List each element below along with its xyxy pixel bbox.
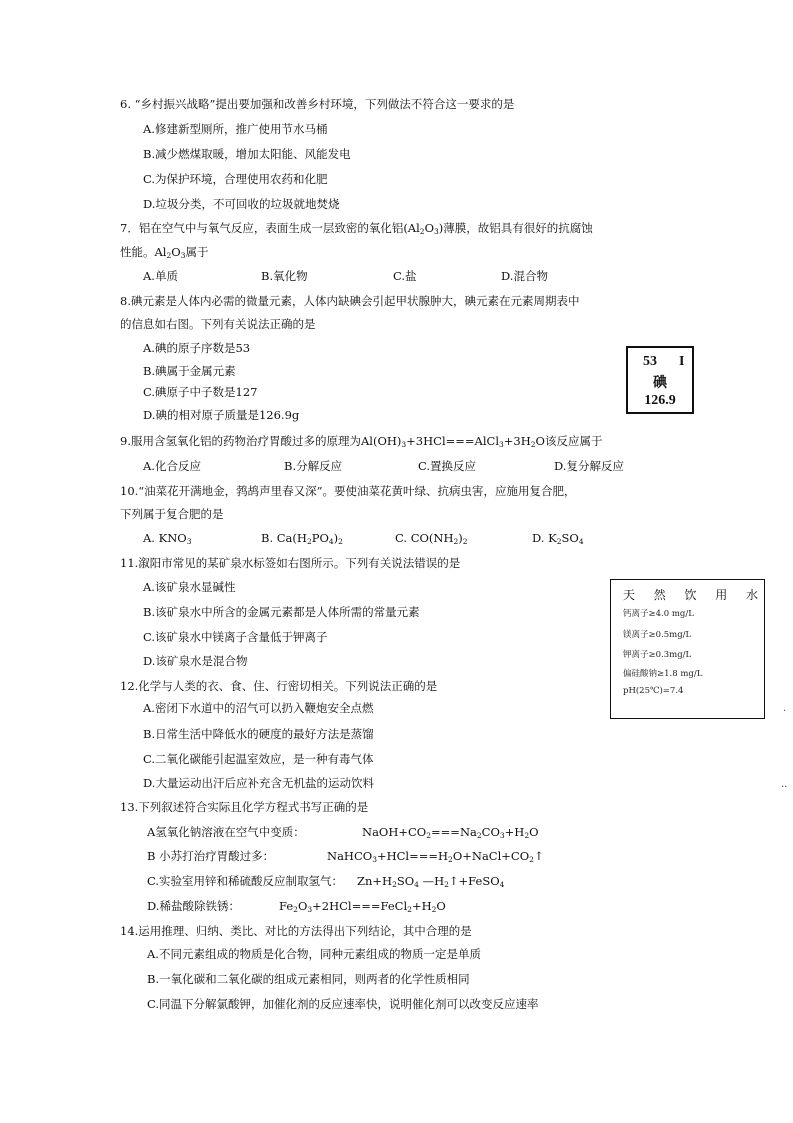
q7-sub-2a: 2 <box>419 227 425 236</box>
q10-c-post: ) <box>458 531 463 545</box>
label-title-char-4: 用 <box>715 588 728 602</box>
q7-stem-line2 <box>120 244 208 260</box>
q8-option-b: B.碘属于金属元素 <box>143 364 236 378</box>
q13-c-sub-3: 2 <box>444 880 449 889</box>
q10-d-mid: SO <box>561 531 579 545</box>
q10-c-pre: C. CO(NH <box>395 531 454 545</box>
q7-option-a: A.单质 <box>143 269 178 283</box>
element-name: 碘 <box>653 376 667 391</box>
label-title-char-3: 饮 <box>684 588 697 602</box>
q7-stem2-pre: 性能。Al <box>120 245 167 259</box>
label-item-magnesium: 镁离子≥0.5mg/L <box>623 630 692 640</box>
q9-option-c: C.置换反应 <box>418 459 477 473</box>
q13-stem: 13.下列叙述符合实际且化学方程式书写正确的是 <box>120 800 369 814</box>
q9-option-d: D.复分解反应 <box>554 459 624 473</box>
q10-stem-line2: 下列属于复合肥的是 <box>120 507 224 521</box>
q7-option-d: D.混合物 <box>501 269 548 283</box>
element-atomic-mass: 126.9 <box>644 393 676 408</box>
q10-d-sub2: 4 <box>578 537 584 546</box>
q14-option-c: C.同温下分解氯酸钾，加催化剂的反应速率快，说明催化剂可以改变反应速率 <box>147 997 539 1011</box>
q9-stem-mid1: +3HCl===AlCl <box>406 434 499 448</box>
q10-option-d <box>532 530 584 546</box>
q9-option-a: A.化合反应 <box>143 459 201 473</box>
q13-a-eq-2: ===Na <box>431 825 477 839</box>
q13-b-eq-2: +HCl===H <box>376 849 449 863</box>
q9-sub-3b: 3 <box>499 440 504 449</box>
q14-stem: 14.运用推理、归纳、类比、对比的方法得出下列结论，其中合理的是 <box>120 924 472 938</box>
q8-option-a: A.碘的原子序数是53 <box>143 341 251 355</box>
q13-a-eq-4: +H <box>504 825 525 839</box>
q13-c-eq-2: SO <box>396 874 415 888</box>
q10-option-a <box>143 530 191 546</box>
q13-d-eq-4: +H <box>411 899 432 913</box>
q7-sub-3b: 3 <box>180 251 186 260</box>
q12-option-b: B.日常生活中降低水的硬度的最好方法是蒸馏 <box>143 727 374 741</box>
q13-c-sub-2: 4 <box>414 880 419 889</box>
q13-d-eq-3: +2HCl===FeCl <box>312 899 408 913</box>
q10-a-sub: 3 <box>186 537 192 546</box>
element-symbol: I <box>679 354 685 369</box>
stray-mark-1: . <box>783 703 787 714</box>
q13-c-text: C.实验室用锌和稀硫酸反应制取氢气： <box>147 874 344 888</box>
q13-d-equation <box>279 898 446 914</box>
label-item-ph: pH(25℃)=7.4 <box>623 686 684 696</box>
q6-option-a: A.修建新型厕所，推广使用节水马桶 <box>143 122 328 136</box>
label-title-char-1: 天 <box>623 588 636 602</box>
q12-option-a: A.密闭下水道中的沼气可以扔入鞭炮安全点燃 <box>143 701 374 715</box>
q7-stem2-post: 属于 <box>185 245 209 259</box>
q6-option-c: C.为保护环境，合理使用农药和化肥 <box>143 172 328 186</box>
q13-b-eq-3: O+NaCl+CO <box>452 849 530 863</box>
q10-options-row <box>143 530 603 546</box>
q13-a-eq-5: O <box>529 825 539 839</box>
q13-option-c <box>147 873 607 889</box>
q13-c-sub-1: 2 <box>392 880 397 889</box>
q13-a-sub-4: 2 <box>524 831 530 840</box>
q9-sub-2: 2 <box>530 440 536 449</box>
q13-d-eq-5: O <box>436 899 446 913</box>
q13-c-equation <box>357 873 504 889</box>
q13-c-eq-1: Zn+H <box>357 874 393 888</box>
q10-b-sub2: 4 <box>328 537 334 546</box>
q10-b-sub1: 2 <box>306 537 312 546</box>
q8-option-d: D.碘的相对原子质量是126.9g <box>143 408 300 422</box>
q12-option-d: D.大量运动出汗后应补充含无机盐的运动饮料 <box>143 776 374 790</box>
q7-o-a: O <box>424 221 435 235</box>
q10-c-sub1: 2 <box>453 537 459 546</box>
q13-b-sub-1: 3 <box>372 855 377 864</box>
q13-b-sub-2: 2 <box>448 855 453 864</box>
q8-option-c: C.碘原子中子数是127 <box>143 385 258 399</box>
q13-a-eq-3: CO <box>481 825 500 839</box>
q7-option-c: C.盐 <box>393 269 417 283</box>
q13-option-b <box>147 848 607 864</box>
q13-b-text: B 小苏打治疗胃酸过多： <box>147 849 275 863</box>
q11-option-c: C.该矿泉水中镁离子含量低于钾离子 <box>143 630 328 644</box>
q7-sub-3a: 3 <box>434 227 439 236</box>
q13-a-sub-2: 2 <box>476 831 482 840</box>
q7-stem1-post: )薄膜，故铝具有很好的抗腐蚀 <box>438 221 593 235</box>
q9-sub-3a: 3 <box>401 440 407 449</box>
q8-stem-line1: 8.碘元素是人体内必需的微量元素，人体内缺碘会引起甲状腺肿大，碘元素在元素周期表中 <box>120 294 580 308</box>
q14-option-a: A.不同元素组成的物质是化合物，同种元素组成的物质一定是单质 <box>147 947 481 961</box>
q13-b-eq-4: ↑ <box>533 849 544 863</box>
q9-stem-post: O该反应属于 <box>535 434 603 448</box>
iodine-element-card <box>626 346 694 414</box>
q13-c-eq-4: ↑+FeSO <box>448 874 500 888</box>
q8-stem-line2: 的信息如右图。下列有关说法正确的是 <box>120 317 316 331</box>
q9-stem <box>120 433 602 449</box>
q11-option-d: D.该矿泉水是混合物 <box>143 654 248 668</box>
q13-b-sub-3: 2 <box>529 855 534 864</box>
q10-b-sub3: 2 <box>338 537 343 546</box>
q7-o-b: O <box>171 245 181 259</box>
q7-options-row <box>143 268 603 284</box>
q13-a-sub-1: 2 <box>426 831 432 840</box>
q13-a-equation <box>362 824 539 840</box>
q10-option-c <box>395 530 468 546</box>
label-item-metasilicate: 偏硅酸钠≥1.8 mg/L <box>623 669 703 679</box>
q13-d-eq-1: Fe <box>279 899 294 913</box>
q13-d-sub-4: 2 <box>431 905 437 914</box>
q13-option-d <box>147 898 607 914</box>
q7-option-b: B.氧化物 <box>261 269 308 283</box>
q13-d-sub-2: 3 <box>307 905 313 914</box>
q7-stem-line1 <box>120 220 593 236</box>
q13-d-sub-3: 2 <box>407 905 412 914</box>
q13-b-equation <box>327 848 544 864</box>
label-item-calcium: 钙离子≥4.0 mg/L <box>623 609 694 619</box>
q10-b-pre: B. Ca(H <box>261 531 307 545</box>
q10-option-b <box>261 530 343 546</box>
q13-option-a <box>147 824 607 840</box>
q11-stem: 11.溆阳市常见的某矿泉水标签如右图所示。下列有关说法错误的是 <box>120 556 461 570</box>
q14-option-b: B.一氧化碳和二氧化碳的组成元素相同，则两者的化学性质相同 <box>147 972 470 986</box>
stray-mark-2: .. <box>781 779 788 790</box>
q12-option-c: C.二氧化碳能引起温室效应，是一种有毒气体 <box>143 752 374 766</box>
q13-a-sub-3: 3 <box>499 831 505 840</box>
q7-stem1-pre: 7．铝在空气中与氧气反应，表面生成一层致密的氧化铝(Al <box>120 221 420 235</box>
q13-a-eq-1: NaOH+CO <box>362 825 427 839</box>
q10-stem-line1: 10.“油菜花开满地金，鹁鸪声里春又深”。要使油菜花黄叶绿、抗病虫害，应施用复合肥， <box>120 484 576 498</box>
element-atomic-number: 53 <box>643 354 657 369</box>
q13-d-text: D.稀盐酸除铁锈： <box>147 899 240 913</box>
q9-options-row <box>143 458 643 474</box>
q7-sub-2b: 2 <box>166 251 172 260</box>
q6-stem: 6. “乡村振兴战略”提出要加强和改善乡村环境，下列做法不符合这一要求的是 <box>120 97 515 111</box>
q10-d-pre: D. K <box>532 531 557 545</box>
q11-option-b: B.该矿泉水中所含的金属元素都是人体所需的常量元素 <box>143 605 420 619</box>
q10-b-post: ) <box>333 531 339 545</box>
q13-d-sub-1: 2 <box>293 905 298 914</box>
q13-b-eq-1: NaHCO <box>327 849 373 863</box>
q9-stem-pre: 9.服用含氢氧化铝的药物治疗胃酸过多的原理为Al(OH) <box>120 434 402 448</box>
q9-option-b: B.分解反应 <box>284 459 343 473</box>
label-item-potassium: 钾离子≥0.3mg/L <box>623 650 692 660</box>
label-title-char-5: 水 <box>745 588 758 602</box>
mineral-water-label <box>610 579 765 719</box>
label-title <box>623 586 758 603</box>
q9-stem-mid2: +3H <box>503 434 531 448</box>
q10-d-sub1: 2 <box>556 537 562 546</box>
q11-option-a: A.该矿泉水显碱性 <box>143 580 236 594</box>
q6-option-d: D.垃圾分类，不可回收的垃圾就地焚烧 <box>143 197 340 211</box>
q13-c-eq-3: —H <box>418 874 445 888</box>
q13-c-sub-4: 4 <box>499 880 505 889</box>
q10-c-sub2: 2 <box>462 537 468 546</box>
q13-a-text: A氢氧化钠溶液在空气中变质： <box>147 825 305 839</box>
q10-b-mid: PO <box>311 531 329 545</box>
q6-option-b: B.减少燃煤取暖，增加太阳能、风能发电 <box>143 147 351 161</box>
q10-a-pre: A. KNO <box>143 531 187 545</box>
label-title-char-2: 然 <box>653 588 666 602</box>
q12-stem: 12.化学与人类的衣、食、住、行密切相关。下列说法正确的是 <box>120 679 438 693</box>
q13-d-eq-2: O <box>297 899 308 913</box>
